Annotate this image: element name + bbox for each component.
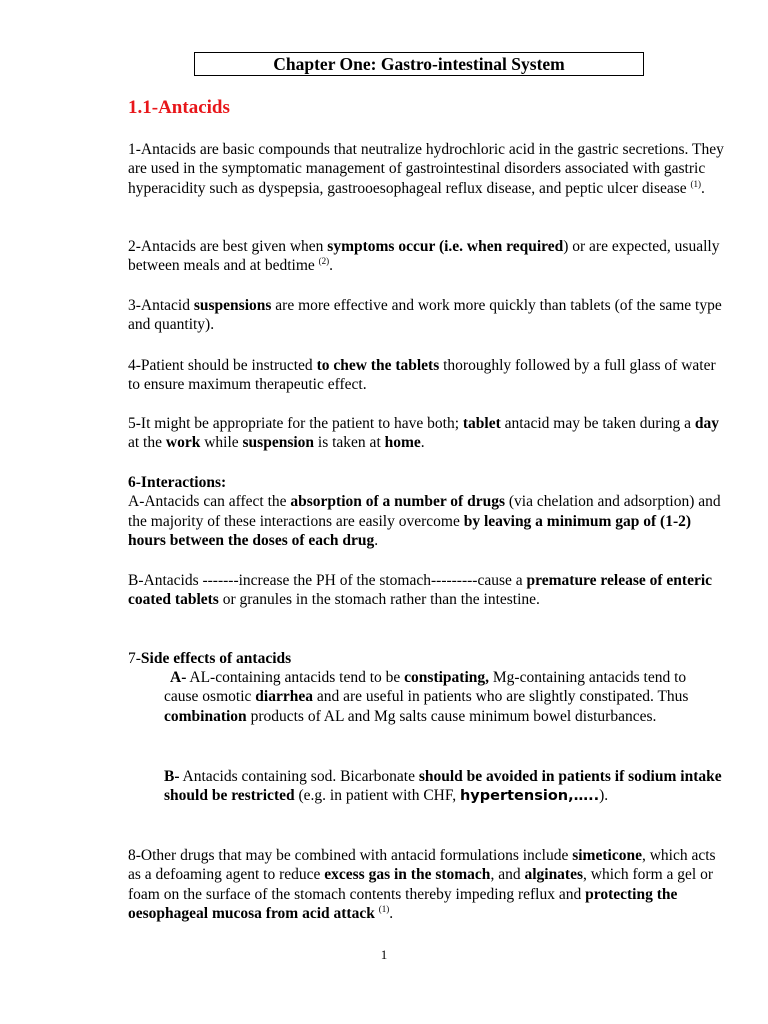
paragraph-5: 5-It might be appropriate for the patient to have both; tablet antacid may be taken during a day at the work while suspension is taken at home. (128, 415, 719, 452)
side-effects-b: B- Antacids containing sod. Bicarbonate should be avoided in patients if sodium intake should be restricted (e.g. in patient with CHF, hypertension,…..). (164, 768, 722, 805)
side-effects-a: A- AL-containing antacids tend to be constipating, Mg-containing antacids tend to cause osmotic diarrhea and are useful in patients who are slightly constipated. Thus combination products of AL and Mg salts cause minimum bowel disturbances. (164, 669, 689, 725)
reference-marker: (2) (318, 256, 330, 267)
paragraph-4: 4-Patient should be instructed to chew the tablets thoroughly followed by a full glass of water to ensure maximum therapeutic effect. (128, 357, 716, 394)
paragraph-1: 1-Antacids are basic compounds that neutralize hydrochloric acid in the gastric secretions. They are used in the symptomatic management of gastrointestinal disorders associated with gastric hyperacidity such as dyspepsia, gastrooesophageal reflux disease, and peptic ulcer disease $^{(1)}$. (128, 141, 724, 197)
reference-marker: (1) (690, 178, 702, 189)
interactions-paragraph: 6-Interactions: A-Antacids can affect the absorption of a number of drugs (via chelation and adsorption) and the majority of these interactions are easily overcome by leaving a minimum gap of (1-2) hours between the doses of each drug. (128, 474, 721, 550)
reference-marker: (1) (378, 904, 390, 915)
chapter-title: Chapter One: Gastro-intestinal System (194, 52, 644, 76)
interactions-heading: 6-Interactions: (128, 474, 227, 491)
paragraph-3: 3-Antacid suspensions are more effective and work more quickly than tablets (of the same type and quantity). (128, 297, 722, 334)
paragraph-2: 2-Antacids are best given when symptoms occur (i.e. when required) or are expected, usually between meals and at bedtime $^{(2)}$. (128, 238, 720, 275)
paragraph-8: 8-Other drugs that may be combined with antacid formulations include simeticone, which acts as a defoaming agent to reduce excess gas in the stomach, and alginates, which form a gel or foam on the surface of the stomach contents thereby impeding reflux and protecting the oesophageal mucosa from acid attack $^{(1)}$. (128, 847, 716, 923)
interactions-paragraph-b: B-Antacids -------increase the PH of the stomach---------cause a premature release of enteric coated tablets or granules in the stomach rather than the intestine. (128, 572, 713, 609)
side-effects-heading: 7-Side effects of antacids (128, 650, 292, 667)
section-heading: 1.1-Antacids (128, 97, 230, 118)
page-number: 1 (380, 947, 388, 962)
